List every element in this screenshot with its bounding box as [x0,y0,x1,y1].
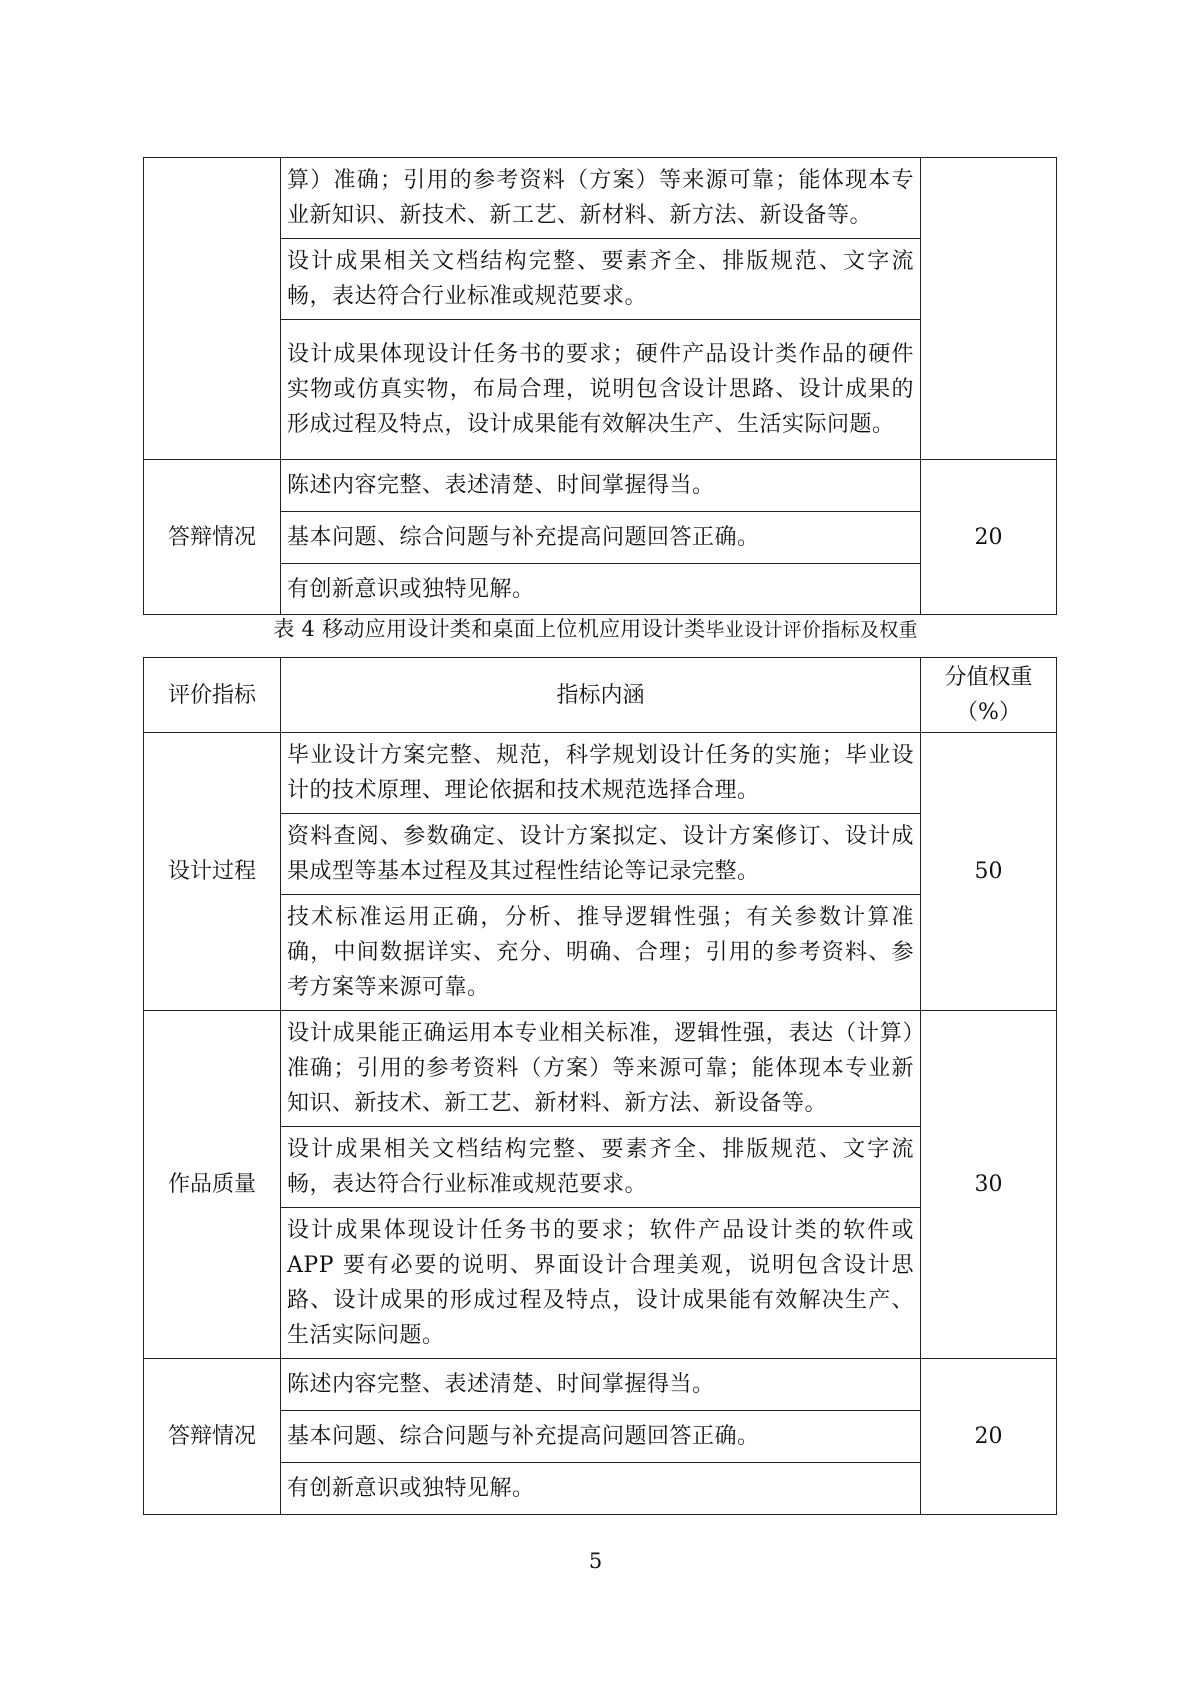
criterion-name-cell: 作品质量 [144,1011,281,1359]
criterion-content-cell: 算）准确；引用的参考资料（方案）等来源可靠；能体现本专业新知识、新技术、新工艺、新材料、新方法、新设备等。 [281,158,921,239]
header-weight-unit: （%） [956,700,1021,725]
weight-cell: 20 [921,1359,1057,1515]
table-caption-main: 表 4 移动应用设计类和桌面上位机应用设计类 [273,617,706,641]
criterion-content-cell: 有创新意识或独特见解。 [281,1463,921,1515]
header-weight [921,658,1057,733]
header-weight-label: 分值权重 [944,665,1033,690]
criterion-content-cell: 设计成果体现设计任务书的要求；硬件产品设计类作品的硬件实物或仿真实物，布局合理，说明包含设计思路、设计成果的形成过程及特点，设计成果能有效解决生产、生活实际问题。 [281,320,921,460]
criterion-content-cell: 毕业设计方案完整、规范，科学规划设计任务的实施；毕业设计的技术原理、理论依据和技术规范选择合理。 [281,733,921,814]
criterion-content-cell: 陈述内容完整、表述清楚、时间掌握得当。 [281,460,921,512]
criterion-name-cell: 答辩情况 [144,1359,281,1515]
criterion-content-cell: 基本问题、综合问题与补充提高问题回答正确。 [281,1411,921,1463]
criterion-name-cell [144,158,281,460]
weight-cell: 20 [921,460,1057,615]
table-caption-sub: 毕业设计评价指标及权重 [705,619,918,641]
weight-cell: 30 [921,1011,1057,1359]
weight-cell [921,158,1057,460]
table-caption [0,613,1191,643]
evaluation-table-4 [143,657,1057,1515]
criterion-content-cell: 设计成果相关文档结构完整、要素齐全、排版规范、文字流畅，表达符合行业标准或规范要求。 [281,239,921,320]
weight-cell: 50 [921,733,1057,1011]
header-criterion: 评价指标 [144,658,281,733]
criterion-name-cell: 答辩情况 [144,460,281,615]
criterion-content-cell: 有创新意识或独特见解。 [281,564,921,615]
criterion-name-cell: 设计过程 [144,733,281,1011]
criterion-content-cell: 设计成果相关文档结构完整、要素齐全、排版规范、文字流畅，表达符合行业标准或规范要求。 [281,1127,921,1208]
criterion-content-cell: 设计成果体现设计任务书的要求；软件产品设计类的软件或APP 要有必要的说明、界面设计合理美观，说明包含设计思路、设计成果的形成过程及特点，设计成果能有效解决生产、生活实际问题。 [281,1208,921,1359]
criterion-content-cell: 技术标准运用正确，分析、推导逻辑性强；有关参数计算准确，中间数据详实、充分、明确、合理；引用的参考资料、参考方案等来源可靠。 [281,895,921,1011]
criterion-content-cell: 基本问题、综合问题与补充提高问题回答正确。 [281,512,921,564]
evaluation-table-continued [143,157,1057,615]
header-content: 指标内涵 [281,658,921,733]
criterion-content-cell: 设计成果能正确运用本专业相关标准，逻辑性强，表达（计算）准确；引用的参考资料（方案）等来源可靠；能体现本专业新知识、新技术、新工艺、新材料、新方法、新设备等。 [281,1011,921,1127]
page-number: 5 [588,1549,603,1573]
criterion-content-cell: 资料查阅、参数确定、设计方案拟定、设计方案修订、设计成果成型等基本过程及其过程性结论等记录完整。 [281,814,921,895]
criterion-content-cell: 陈述内容完整、表述清楚、时间掌握得当。 [281,1359,921,1411]
